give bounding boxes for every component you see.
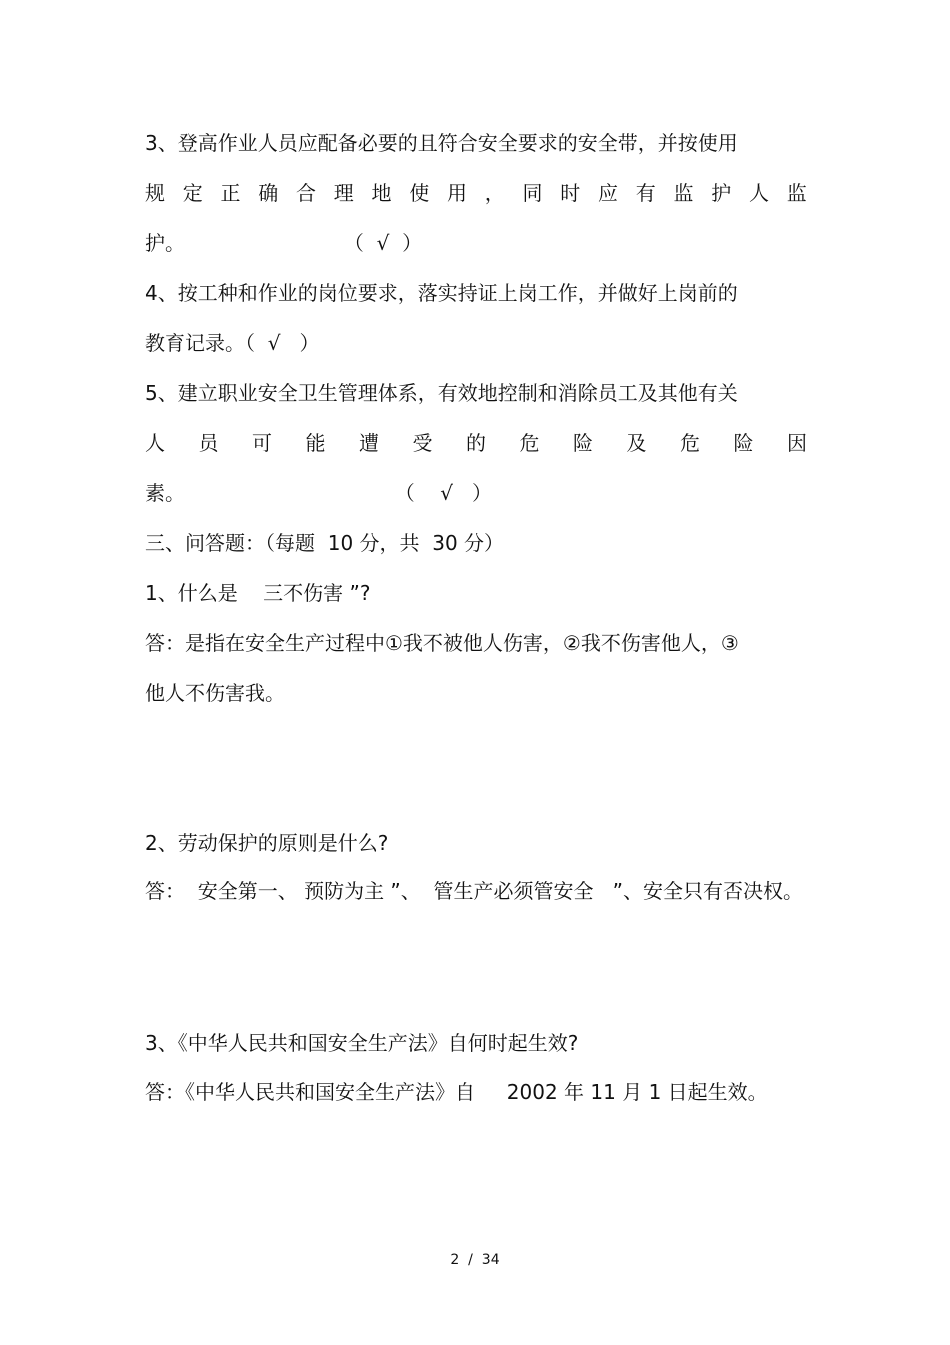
char: 监: [673, 181, 694, 205]
item-5-line-3: 素。 （ √ ）: [145, 481, 493, 505]
section-heading: 三、问答题：（每题 10 分，共 30 分）: [145, 531, 505, 555]
item-5-line-1: 5、建立职业安全卫生管理体系，有效地控制和消除员工及其他有关: [145, 381, 738, 405]
char: 险: [733, 431, 754, 455]
item-3-line-3: 护。 （ √ ）: [145, 231, 423, 255]
question-1: 1、什么是 三不伤害 ”?: [145, 581, 371, 605]
char: 危: [519, 431, 540, 455]
item-3-line-1: 3、登高作业人员应配备必要的且符合安全要求的安全带，并按使用: [145, 131, 738, 155]
item-4-line-1: 4、按工种和作业的岗位要求，落实持证上岗工作，并做好上岗前的: [145, 281, 738, 305]
char: 险: [573, 431, 593, 455]
answer-1-line-1: 答：是指在安全生产过程中①我不被他人伤害，②我不伤害他人，③: [145, 631, 739, 655]
char: 正: [220, 181, 241, 205]
char: 的: [466, 431, 486, 455]
char: 危: [680, 431, 700, 455]
char: 定: [182, 181, 203, 205]
char: 用: [447, 181, 467, 205]
char: 有: [635, 181, 656, 205]
char: 地: [371, 181, 392, 205]
char: ，: [484, 181, 505, 205]
answer-2: 答： 安全第一、 预防为主 ”、 管生产必须管安全 ”、安全只有否决权。: [145, 879, 803, 903]
item-4-line-2: 教育记录。（ √ ）: [145, 331, 320, 355]
char: 合: [296, 181, 316, 205]
item-3-line-2: [145, 180, 807, 206]
char: 受: [412, 431, 433, 455]
char: 人: [145, 431, 165, 455]
char: 确: [258, 181, 279, 205]
item-5-line-2: [145, 430, 807, 456]
char: 遭: [359, 431, 379, 455]
char: 因: [787, 431, 807, 455]
char: 规: [145, 181, 165, 205]
char: 监: [786, 181, 807, 205]
char: 及: [626, 431, 647, 455]
char: 人: [749, 181, 769, 205]
question-2: 2、劳动保护的原则是什么?: [145, 831, 389, 855]
char: 同: [522, 181, 543, 205]
answer-3: 答：《中华人民共和国安全生产法》自 2002 年 11 月 1 日起生效。: [145, 1080, 768, 1104]
char: 使: [409, 181, 430, 205]
char: 理: [333, 181, 354, 205]
char: 可: [252, 431, 272, 455]
char: 员: [198, 431, 219, 455]
question-3: 3、《中华人民共和国安全生产法》自何时起生效?: [145, 1031, 579, 1055]
char: 应: [598, 181, 618, 205]
answer-1-line-2: 他人不伤害我。: [145, 681, 285, 705]
char: 时: [560, 181, 581, 205]
page-number: 2 / 34: [450, 1252, 500, 1268]
char: 能: [305, 431, 326, 455]
char: 护: [711, 181, 732, 205]
